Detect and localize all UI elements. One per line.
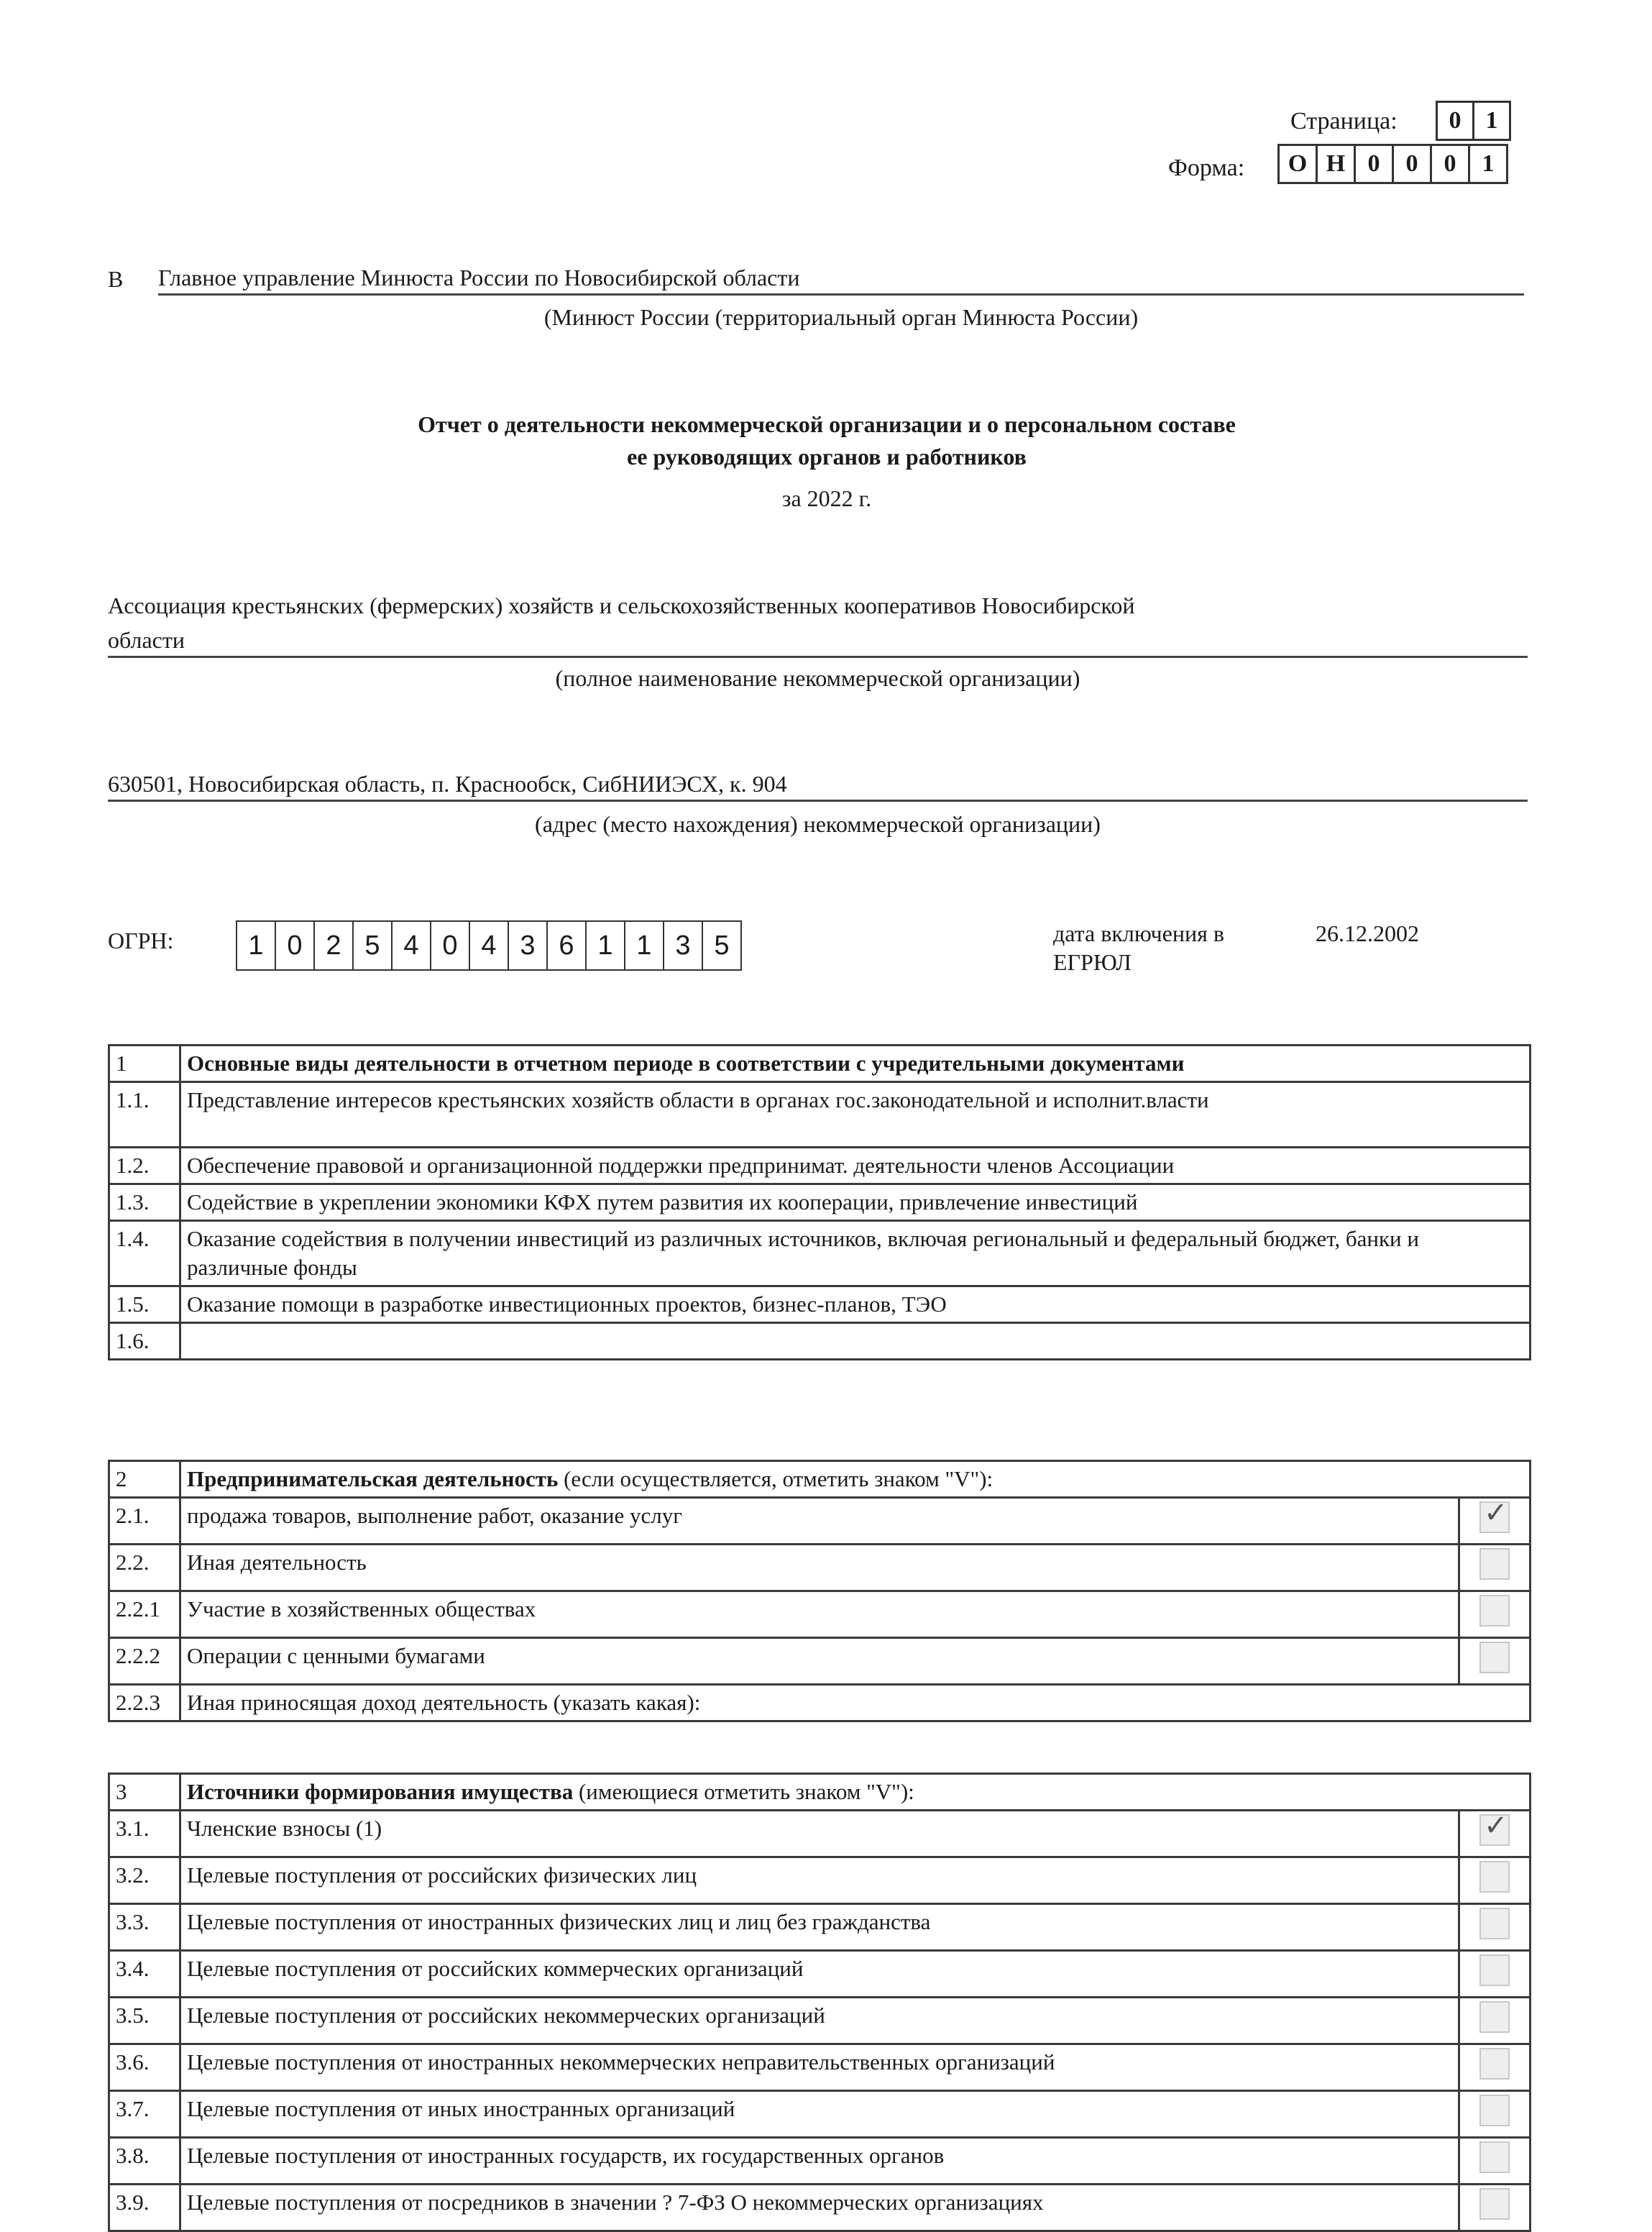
row-checkbox-cell [1459,2044,1531,2091]
row-num: 3.1. [109,1811,180,1857]
section3-table [108,1773,1531,2232]
ogrn-digit-boxes [237,920,742,971]
row-num: 3.5. [109,1998,180,2044]
table-row [109,1323,1531,1360]
ogrn-digit: 2 [313,920,354,971]
ogrn-digit: 1 [585,920,625,971]
row-text: Целевые поступления от российских некоммерческих организаций [180,1998,1459,2044]
row-text [180,1323,1531,1360]
page-cell: 1 [1472,101,1511,141]
org-address: 630501, Новосибирская область, п. Краснообск, СибНИИЭСХ, к. 904 [108,771,1528,802]
form-code-boxes [1280,144,1508,184]
table-row [109,1638,1531,1685]
row-text: Содействие в укреплении экономики КФХ путем развития их кооперации, привлечение инвестиций [180,1184,1531,1221]
table-row [109,1904,1531,1951]
page-number-boxes [1438,101,1511,141]
row-num: 1.3. [109,1184,180,1221]
row-num: 1.2. [109,1148,180,1184]
section1-title: Основные виды деятельности в отчетном периоде в соответствии с учредительными документами [180,1046,1531,1082]
row-text: Иная приносящая доход деятельность (указать какая): [180,1685,1531,1721]
checkbox[interactable] [1479,2048,1510,2080]
row-num: 3.9. [109,2185,180,2231]
table-row [109,2185,1531,2231]
row-text: Целевые поступления от иностранных физических лиц и лиц без гражданства [180,1904,1459,1951]
table-row [109,1498,1531,1545]
checkbox-checked[interactable] [1479,1809,1510,1846]
row-text: Оказание содействия в получении инвестиций из различных источников, включая региональный и федеральный бюджет, банки и различные фонды [180,1221,1531,1286]
row-text: Целевые поступления от российских физических лиц [180,1857,1459,1904]
checkbox[interactable] [1479,2141,1510,2173]
table-row [109,1148,1531,1184]
row-num: 3.8. [109,2138,180,2185]
egrul-date-label-line1: дата включения в [1053,920,1224,946]
ogrn-digit: 4 [469,920,509,971]
row-checkbox-cell [1459,2185,1531,2231]
org-name-caption: (полное наименование некоммерческой организации) [555,665,1080,691]
table-row [109,1998,1531,2044]
row-text: Обеспечение правовой и организационной поддержки предпринимат. деятельности членов Ассоциации [180,1148,1531,1184]
egrul-date-label-line2: ЕГРЮЛ [1053,949,1132,975]
ogrn-digit: 3 [663,920,703,971]
section2-table [108,1460,1531,1722]
row-num: 2.1. [109,1498,180,1545]
row-checkbox-cell [1459,1998,1531,2044]
ogrn-digit: 5 [352,920,393,971]
section3-note: (имеющиеся отметить знаком "V"): [578,1779,914,1804]
row-checkbox-cell [1459,1591,1531,1638]
row-num: 1.1. [109,1082,180,1148]
table-row [109,1184,1531,1221]
checkbox[interactable] [1479,2188,1510,2220]
row-num: 3.7. [109,2091,180,2138]
row-num: 2.2.2 [109,1638,180,1685]
row-num: 2.2.3 [109,1685,180,1721]
report-title-line1: Отчет о деятельности некоммерческой организации и о персональном составе [418,411,1236,437]
row-text: Операции с ценными бумагами [180,1638,1459,1685]
table-row [109,1951,1531,1998]
table-row [109,1857,1531,1904]
section1-table [108,1044,1531,1360]
checkbox-checked[interactable] [1479,1496,1510,1533]
row-num: 1.4. [109,1221,180,1286]
row-checkbox-cell [1459,1811,1531,1857]
section3-num: 3 [109,1774,180,1811]
section2-header-row [109,1461,1531,1498]
ogrn-label: ОГРН: [108,928,174,953]
row-text: Целевые поступления от иностранных государств, их государственных органов [180,2138,1459,2185]
checkbox[interactable] [1479,1642,1510,1673]
row-checkbox-cell [1459,2138,1531,2185]
table-row [109,2138,1531,2185]
ogrn-digit: 0 [275,920,315,971]
row-text: Целевые поступления от иностранных некоммерческих неправительственных организаций [180,2044,1459,2091]
org-name-line1: Ассоциация крестьянских (фермерских) хозяйств и сельскохозяйственных кооперативов Новосибирской [108,593,1135,618]
table-row [109,2044,1531,2091]
ogrn-digit: 1 [624,920,664,971]
ogrn-digit: 6 [546,920,587,971]
row-num: 2.2. [109,1545,180,1591]
row-text: Целевые поступления от посредников в значении ? 7-ФЗ О некоммерческих организациях [180,2185,1459,2231]
checkbox[interactable] [1479,1595,1510,1627]
section1-header-row [109,1046,1531,1082]
check-mark-icon: ✓ [1484,1809,1508,1842]
row-checkbox-cell [1459,1638,1531,1685]
recipient-prefix: В [108,266,124,292]
row-text: Членские взносы (1) [180,1811,1459,1857]
org-name-line2: области [108,627,1528,658]
org-address-caption: (адрес (место нахождения) некоммерческой организации) [535,811,1101,837]
section2-note: (если осуществляется, отметить знаком "V"): [564,1466,994,1491]
recipient-caption: (Минюст России (территориальный орган Минюста России) [543,304,1139,330]
table-row [109,1082,1531,1148]
row-num: 2.2.1 [109,1591,180,1638]
row-num: 3.6. [109,2044,180,2091]
checkbox[interactable] [1479,1548,1510,1580]
check-mark-icon: ✓ [1484,1496,1508,1529]
row-num: 1.5. [109,1286,180,1323]
row-checkbox-cell [1459,1545,1531,1591]
checkbox[interactable] [1479,2095,1510,2126]
form-cell: 0 [1354,144,1394,184]
row-checkbox-cell [1459,1498,1531,1545]
report-title-line2: ее руководящих органов и работников [627,444,1027,470]
form-cell: 0 [1392,144,1432,184]
table-row [109,1591,1531,1638]
section3-title-cell [180,1774,1531,1811]
row-num: 3.2. [109,1857,180,1904]
row-checkbox-cell [1459,2091,1531,2138]
table-row [109,2091,1531,2138]
form-label: Форма: [1168,155,1245,181]
row-text: Оказание помощи в разработке инвестиционных проектов, бизнес-планов, ТЭО [180,1286,1531,1323]
section2-num: 2 [109,1461,180,1498]
table-row [109,1685,1531,1721]
section3-header-row [109,1774,1531,1811]
page-label: Страница: [1290,108,1398,134]
recipient-name: Главное управление Минюста России по Новосибирской области [158,265,1524,296]
row-text: Участие в хозяйственных обществах [180,1591,1459,1638]
row-text: Иная деятельность [180,1545,1459,1591]
form-cell: О [1277,144,1318,184]
row-text: Представление интересов крестьянских хозяйств области в органах гос.законодательной и исполнит.власти [180,1082,1531,1148]
row-text: Целевые поступления от российских коммерческих организаций [180,1951,1459,1998]
section2-title: Предпринимательская деятельность [187,1466,559,1491]
form-cell: 0 [1430,144,1470,184]
checkbox[interactable] [1479,1908,1510,1939]
ogrn-digit: 4 [391,920,431,971]
table-row [109,1286,1531,1323]
section3-title: Источники формирования имущества [187,1779,574,1804]
ogrn-digit: 0 [430,920,470,971]
report-year: за 2022 г. [781,485,872,511]
row-checkbox-cell [1459,1951,1531,1998]
ogrn-digit: 5 [702,920,742,971]
row-num: 3.4. [109,1951,180,1998]
section2-title-cell [180,1461,1531,1498]
ogrn-digit: 1 [236,920,276,971]
checkbox[interactable] [1479,1861,1510,1893]
ogrn-digit: 3 [508,920,548,971]
table-row [109,1811,1531,1857]
row-text: продажа товаров, выполнение работ, оказание услуг [180,1498,1459,1545]
row-checkbox-cell [1459,1857,1531,1904]
row-text: Целевые поступления от иных иностранных организаций [180,2091,1459,2138]
egrul-date-value: 26.12.2002 [1316,920,1419,946]
section1-num: 1 [109,1046,180,1082]
checkbox[interactable] [1479,2001,1510,2033]
table-row [109,1545,1531,1591]
row-checkbox-cell [1459,1904,1531,1951]
page-cell: 0 [1436,101,1474,141]
row-num: 1.6. [109,1323,180,1360]
table-row [109,1221,1531,1286]
form-cell: Н [1316,144,1356,184]
row-num: 3.3. [109,1904,180,1951]
checkbox[interactable] [1479,1954,1510,1986]
form-cell: 1 [1468,144,1508,184]
